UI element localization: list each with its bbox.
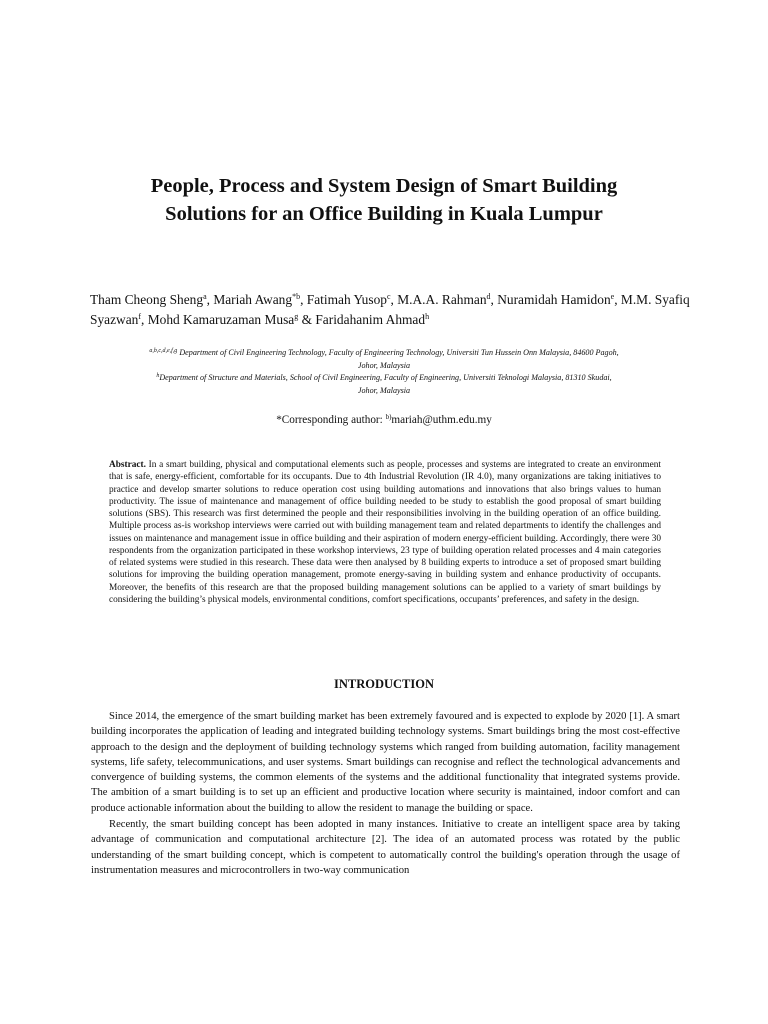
affiliation-mark: h xyxy=(156,373,160,379)
abstract xyxy=(109,459,661,606)
author-separator: , xyxy=(614,292,621,307)
abstract-label: Abstract. xyxy=(109,460,146,470)
author-name: Nuramidah Hamidon xyxy=(497,292,611,307)
affiliation-block xyxy=(94,347,674,397)
author-affiliation-mark: h xyxy=(425,312,430,321)
intro-paragraph: Recently, the smart building concept has been adopted in many instances. Initiative to create an intelligent space area by taking advantage of communication and computational architecture [2]. The idea of an automated process was rotated by the public understanding of the smart building concept, which is competent to automatically control the building's operation through the usage of instrumentation measures and microcontrollers in two-way communication xyxy=(91,819,680,876)
author-affiliation-mark: c xyxy=(386,292,391,301)
author-name: M.M. Syafiq Syazwan xyxy=(90,292,690,327)
author-separator: , xyxy=(141,312,148,327)
author-name: Fatimah Yusop xyxy=(306,292,387,307)
author-separator: & xyxy=(298,312,316,327)
author-name: Faridahanim Ahmad xyxy=(315,312,426,327)
author-separator: , xyxy=(300,292,307,307)
affiliation-line-cont: Johor, Malaysia xyxy=(357,360,411,370)
author-name: Mariah Awang xyxy=(213,292,293,307)
paper-title xyxy=(60,172,708,228)
author-separator: , xyxy=(490,292,498,307)
title-line-1: People, Process and System Design of Smart Building xyxy=(150,175,618,197)
author-name: M.A.A. Rahman xyxy=(397,292,487,307)
affiliation-line-cont: Johor, Malaysia xyxy=(357,385,411,395)
abstract-text: In a smart building, physical and computational elements such as people, processes and systems are integrated to create an environment that is safe, energy-efficient, comfortable for its occupants. Due to 4th Industrial Revolution (IR 4.0), many organizations are taking initiatives to practice and develop smarter solutions to reduce operation cost using building automations and innovations that also brings values to human productivity. The issue of maintenance and management of office building needed to be study to establish the good proposal of smart building solutions (SBS). This research was first determined the people and their responsibilities involving in the building operation of an office building. Multiple process as-is workshop interviews were carried out with building management team and related departments to identify the challenges and issues on maintenance and management issue in office building and their aspiration of modern energy-efficient building. Accordingly, there were 30 respondents from the organization participated in these workshop interviews, 23 type of building operation related processes and 4 main categories of related systems were studied in this research. These data were then analysed by 8 building experts to introduce a set of proposed smart building solutions for improving the building operation management, promote energy-saving in building system and enhance productivity of occupants. Moreover, the benefits of this research are that the proposed building management solutions can be applied to a variety of smart buildings by considering the building’s physical models, environmental conditions, comfort specifications, occupants’ preferences, and safety in the design. xyxy=(109,460,661,605)
author-affiliation-mark: f xyxy=(138,312,142,321)
author-affiliation-mark: d xyxy=(486,292,491,301)
affiliation-mark: a,b,c,d,e,f,g xyxy=(149,348,178,354)
affiliation-text: Department of Civil Engineering Technology, Faculty of Engineering Technology, Universiti Tun Hussein Onn Malaysia, 84600 Pagoh, xyxy=(177,348,619,357)
author-list xyxy=(90,290,690,330)
author-separator: , xyxy=(390,292,398,307)
corresponding-author xyxy=(60,413,708,427)
intro-paragraph: Since 2014, the emergence of the smart building market has been extremely favoured and is expected to explode by 2020 [1]. A smart building incorporates the application of leading and integrated building technology systems. Smart buildings bring the most cost-effective approach to the design and the deployment of building technology systems which ranged from building automation, facility management systems, life safety, telecommunications, and user systems. Smart buildings can recognise and reflect the technological advancements and convergence of building systems, the common elements of the systems and the additional functionality that integrated systems provide. The ambition of a smart building is to set up an efficient and productive location where security is maintained, indoor comfort and can produce actionable information about the building to allow the resident to manage the building or space. xyxy=(91,711,680,814)
author-affiliation-mark: *b xyxy=(292,292,301,301)
affiliation-line xyxy=(94,372,674,385)
corresponding-mark: b) xyxy=(385,413,392,421)
corresponding-label: *Corresponding author: xyxy=(276,414,386,426)
section-heading-introduction: INTRODUCTION xyxy=(333,677,434,691)
corresponding-email: mariah@uthm.edu.my xyxy=(391,414,492,426)
author-affiliation-mark: a xyxy=(203,292,207,301)
author-affiliation-mark: g xyxy=(294,312,299,321)
title-line-2: Solutions for an Office Building in Kuala Lumpur xyxy=(165,203,603,225)
author-separator: , xyxy=(206,292,214,307)
author-name: Tham Cheong Sheng xyxy=(90,292,204,307)
affiliation-text: Department of Structure and Materials, School of Civil Engineering, Faculty of Engineering, Universiti Teknologi Malaysia, 81310 Skudai, xyxy=(159,373,612,382)
affiliation-line xyxy=(94,347,674,360)
introduction-body xyxy=(91,709,680,878)
author-name: Mohd Kamaruzaman Musa xyxy=(147,312,295,327)
author-affiliation-mark: e xyxy=(610,292,615,301)
